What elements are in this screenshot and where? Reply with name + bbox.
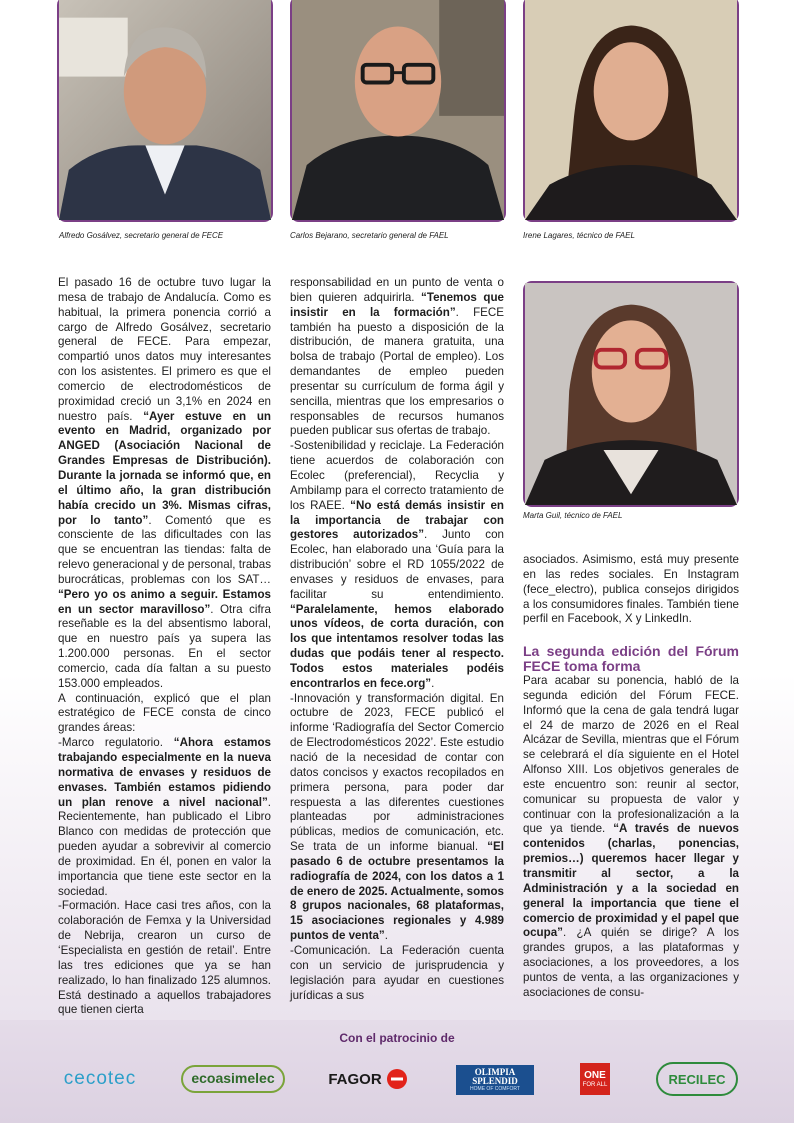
- bold-quote: “No está demás insistir en la importancia de trabajar con gestores autorizados”: [290, 498, 504, 542]
- photo-caption: Carlos Bejarano, secretario general de FAEL: [290, 231, 449, 240]
- fagor-circle-icon: [386, 1068, 408, 1090]
- bold-quote: “Pero yo os animo a seguir. Estamos en un sector maravilloso”: [58, 587, 271, 616]
- photo-alfredo-gosalvez: [57, 0, 273, 222]
- ecoasimelec-logo: ecoasimelec: [180, 1062, 286, 1096]
- section-heading: La segunda edición del Fórum FECE toma forma: [523, 643, 739, 674]
- article-text: asociados. Asimismo, está muy presente en las redes sociales. En Instagram (fece_electro), publica consejos dirigidos a los consumidores finales. También tiene perfil en Facebook, X y LinkedIn.: [523, 553, 739, 626]
- cecotec-logo: cecotec: [63, 1068, 137, 1089]
- article-column-3-top: [523, 553, 739, 635]
- article-column-1: [58, 276, 271, 1017]
- bold-quote: “El pasado 6 de octubre presentamos la radiografía de 2024, con los datos a 1 de enero de 2025. Actualmente, somos 8 grupos nacionales, 68 plataformas, 15 asociaciones regionales y 4.989 puntos de venta”: [290, 840, 504, 943]
- bold-quote: “A través de nuevos contenidos (charlas, ponencias, premios…) queremos hacer llegar y transmitir al sector, a la Administración y a la sociedad en general la importancia que tiene el comercio de proximidad y el papel que ocupa”: [523, 822, 739, 940]
- photo-carlos-bejarano: [290, 0, 506, 222]
- article-text: Para acabar su ponencia, habló de la segunda edición del Fórum FECE. Informó que la cena de gala tendrá lugar el 24 de marzo de 2026 en el Real Alcázar de Sevilla, mientras que el Fórum se celebrará el día siguiente en el Hotel Alfonso XIII. Los objetivos generales de este encuentro son: reunir al sector, comunicar su propuesta de valor y continuar con la profesionalización a la que ya tiende. “A través de nuevos contenidos (charlas, ponencias, premios…) queremos hacer llegar y transmitir al sector, a la Administración y a la sociedad en general la importancia que tiene el comercio de proximidad y el papel que ocupa”. ¿A quién se dirige? A los grandes grupos, a las plataformas y asociaciones, a los proveedores, a los puntos de venta, a las organizaciones y asociaciones de consu-: [523, 674, 739, 999]
- photo-marta-guil: [523, 281, 739, 507]
- photo-caption: Irene Lagares, técnico de FAEL: [523, 231, 635, 240]
- bold-quote: “Ahora estamos trabajando especialmente en la nueva normativa de envases y residuos de envases. También estamos pidiendo un plan renove a nivel nacional”: [58, 736, 271, 809]
- article-text: El pasado 16 de octubre tuvo lugar la mesa de trabajo de Andalucía. Como es habitual, la primera ponencia corrió a cargo de Alfredo Gosálvez, secretario general de FECE. Para empezar, compartió unos datos muy interesantes con los asistentes. El primero es que el comercio de electrodomésticos de proximidad creció un 3,1% en 2024 en nuestro país. “Ayer estuve en un evento en Madrid, organizado por ANGED (Asociación Nacional de Grandes Empresas de Distribución). Durante la jornada se informó que, en el último año, la gran distribución había crecido un 3%. Mismas cifras, por lo tanto”. Comentó que es consciente de las dificultades con las que se encuentran las tiendas: falta de relevo generacional y de personal, trabas burocráticas, problemas con los SAT… “Pero yo os animo a seguir. Estamos en un sector maravilloso”. Otra cifra reseñable es la del absentismo laboral, que en nuestro país ya supera las 1.200.000 personas. En el sector comercio, cada día faltan a su puesto 153.000 empleados. A continuación, explicó que el plan estratégico de FECE consta de cinco grandes áreas: -Marco regulatorio. “Ahora estamos trabajando especialmente en la nueva normativa de envases y residuos de envases. También estamos pidiendo un plan renove a nivel nacional”. Recientemente, han publicado el Libro Blanco con medidas de protección que pueden ayudar a sobrevivir al comercio de proximidad. En él, ponen en valor la importancia que tiene este sector en la sociedad. -Formación. Hace casi tres años, con la colaboración de Femxa y la Universidad de Nebrija, crearon un curso de ‘Especialista en gestión de retail’. Entre las tres ediciones que ya se han realizado, lo han finalizado 125 alumnos. Está destinado a aquellos trabajadores que tienen cierta: [58, 276, 271, 1017]
- photo-caption: Marta Guil, técnico de FAEL: [523, 511, 623, 520]
- article-column-2: [290, 276, 504, 1008]
- article-column-3-section: [523, 644, 739, 1004]
- olimpia-splendid-logo: OLIMPIA SPLENDID HOME OF COMFORT: [456, 1065, 534, 1095]
- photo-irene-lagares: [523, 0, 739, 222]
- sponsor-title: Con el patrocinio de: [339, 1031, 455, 1045]
- fagor-logo: FAGOR: [325, 1066, 411, 1092]
- bold-quote: “Tenemos que insistir en la formación”: [290, 290, 505, 319]
- bold-quote: “Ayer estuve en un evento en Madrid, organizado por ANGED (Asociación Nacional de Grandes Empresas de Distribución). Durante la jornada se informó que, en el último año, la gran distribución había crecido un 3%. Mismas cifras, por lo tanto”: [58, 409, 271, 527]
- one-for-all-logo: ONE FOR ALL: [580, 1063, 610, 1095]
- photo-caption: Alfredo Gosálvez, secretario general de FECE: [59, 231, 224, 240]
- bold-quote: “Paralelamente, hemos elaborado unos vídeos, de corta duración, con los que intentamos resolver todas las dudas que podáis tener al respecto. Todos estos materiales podéis encontrarlos en fece.org”: [290, 602, 504, 690]
- article-text: responsabilidad en un punto de venta o bien quieren adquirirla. “Tenemos que insistir en la formación”. FECE también ha puesto a disposición de la distribución, de manera gratuita, una bolsa de trabajo (Portal de empleo). Los demandantes de empleo pueden presentar su currículum de forma ágil y sencilla, mientras que los empresarios o responsables de recursos humanos pueden publicar sus ofertas de trabajo. -Sostenibilidad y reciclaje. La Federación tiene acuerdos de colaboración con Ecolec (preferencial), Recyclia y Ambilamp para el correcto tratamiento de los RAEE. “No está demás insistir en la importancia de trabajar con gestores autorizados”. Junto con Ecolec, han elaborado una ‘Guía para la distribución’ sobre el RD 1055/2022 de envases y residuos de envases, para facilitar su entendimiento. “Paralelamente, hemos elaborado unos vídeos, de corta duración, con los que intentamos resolver todas las dudas que podáis tener al respecto. Todos estos materiales podéis encontrarlos en fece.org”. -Innovación y transformación digital. En octubre de 2023, FECE publicó el informe ‘Radiografía del Sector Comercio de Electrodomésticos 2022’. Este estudio nació de la necesidad de contar con datos concisos y exactos recopilados en primera persona, para poder dar respuesta a las diferentes cuestiones planteadas por administraciones públicas, medios de comunicación, etc. Se trata de un informe bianual. “El pasado 6 de octubre presentamos la radiografía de 2024, con los datos a 1 de enero de 2025. Actualmente, somos 8 grupos nacionales, 68 plataformas, 15 asociaciones regionales y 4.989 puntos de venta”. -Comunicación. La Federación cuenta con un servicio de jurisprudencia y legislación para ayudar en cuestiones jurídicas a sus: [290, 276, 505, 1002]
- recilec-logo: RECILEC: [656, 1062, 738, 1096]
